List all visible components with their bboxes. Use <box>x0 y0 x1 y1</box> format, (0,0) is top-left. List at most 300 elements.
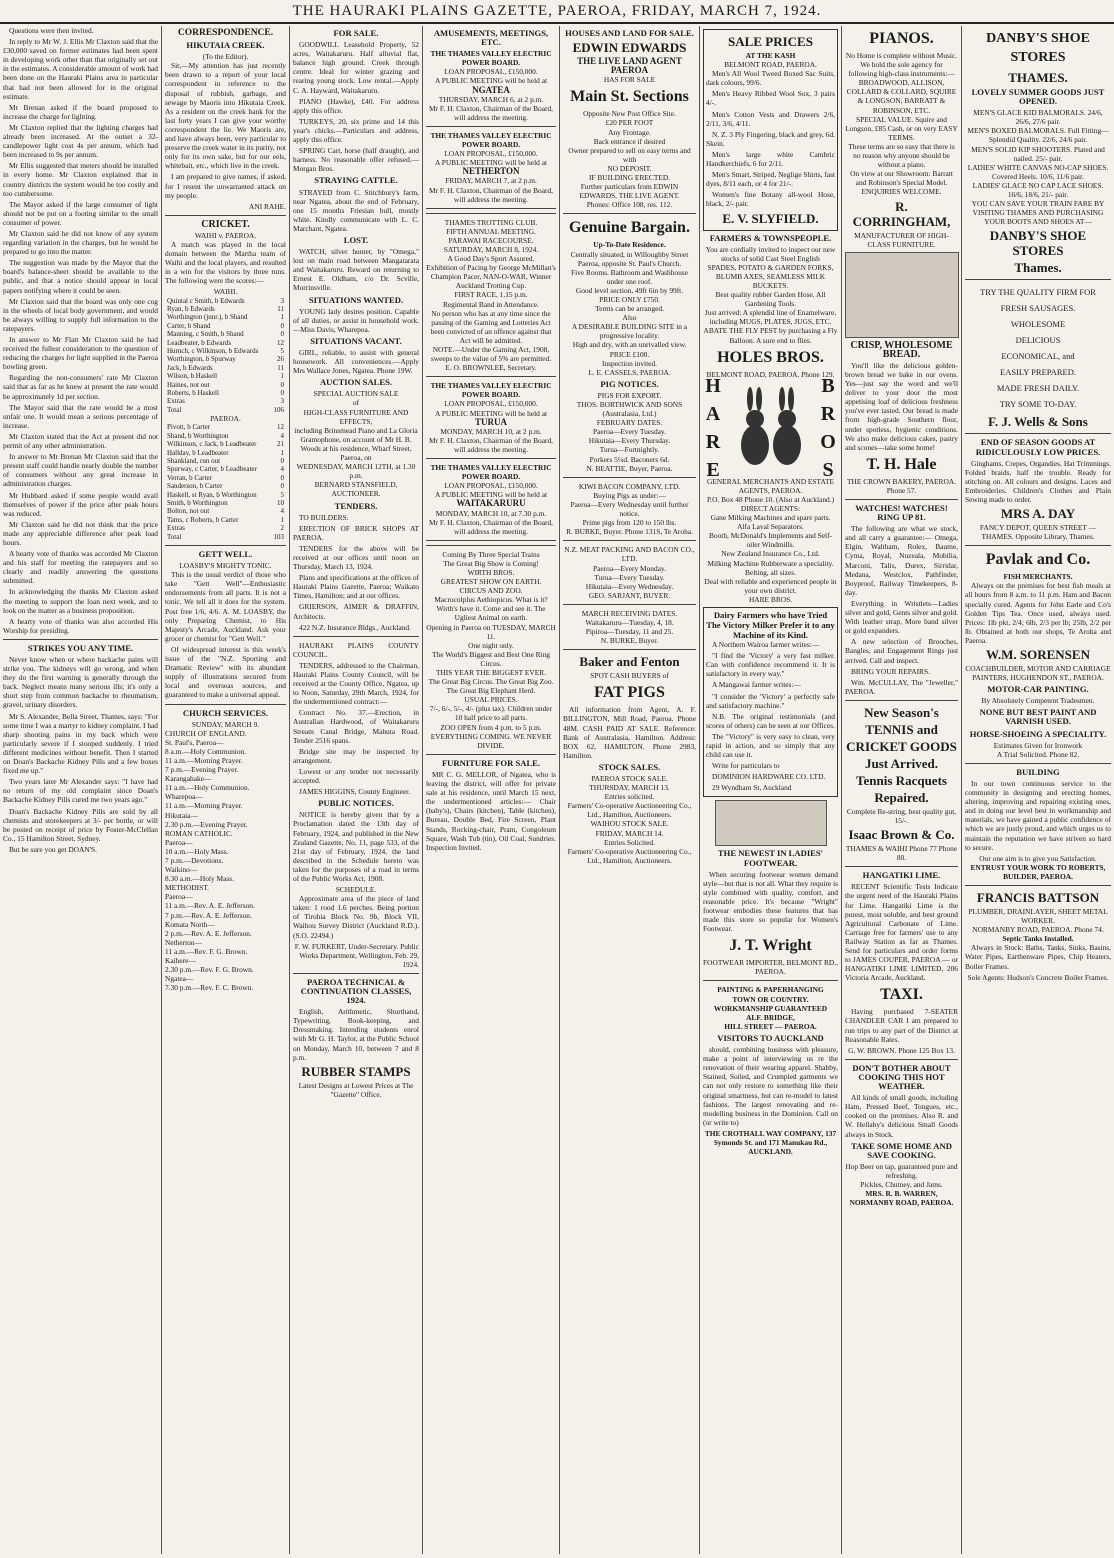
meeting-line: MONDAY, MARCH 10, at 7.30 p.m. <box>435 508 547 518</box>
bros-letter: B <box>821 374 835 397</box>
baker-fenton-heading: Baker and Fenton <box>579 654 680 670</box>
church-line: 7 p.m.—Rev. A. E. Jefferson. <box>165 910 252 920</box>
meeting-line: TURUA <box>474 416 507 427</box>
victory-line: "I consider the 'Victory' a perfectly safe and satisfactory machine." <box>706 691 835 710</box>
hare-line: HARE BROS. <box>748 594 793 604</box>
batsman-cell: Hallday, b Leadbeater <box>167 448 229 457</box>
edwards-line: Owner prepared to sell on easy terms and with <box>568 145 691 164</box>
visitors-body: should, combining business with pleasure, make a point of interviewing us re the renovation of their wearing apparel. Shabby, Stained, Soiled, and Crumpled garments we can not only restore to something like their original smartness, but can re-model to latest fashions. The largest renovating and re-modelling business in the Dominion. Call on (or write to) <box>703 1045 838 1127</box>
auction-line: including Brinsmead Piano and La Gloria Gramophone, on account of Mr H. B. Woods at his residence, Wharf Street, Paeroa, on <box>294 425 418 463</box>
runs-cell: 4 <box>280 465 284 474</box>
batsman-cell: Total <box>167 532 182 541</box>
county-tender-line: TENDERS, addressed to the Chairman, Hauraki Plains County Council, will be received at the County Office, Ngatea, up to Noon, Saturday, 29th March, 1924, for the undermentioned contract:— <box>293 660 419 707</box>
batsman-cell: Sanderson, b Carter <box>167 482 223 491</box>
column-1 <box>0 26 162 1554</box>
wanted-notice: YOUNG lady desires position. Capable of all duties, or assist in household work.—Miss Davis, Wharepoa. <box>293 306 419 334</box>
stock-line: Entries solicited. <box>604 792 655 802</box>
corringham-heading: R. CORRINGHAM, <box>852 198 951 229</box>
batsman-cell: Shand, b Worthington <box>167 431 229 440</box>
schedule-text: Approximate area of the piece of land taken: 1 rood 1.6 perches. Being portion of Tirohia Block No. 9b, Block VII, Waihou Survey District (Auckland R.D.). (S.O. 22494.) <box>293 894 419 940</box>
county-tender-line: Lowest or any tender not necessarily accepted. <box>293 766 419 786</box>
batsman-cell: Leadbeater, b Edwards <box>167 338 232 347</box>
meeting-line: NETHERTON <box>462 166 520 177</box>
runs-cell: 0 <box>280 482 284 491</box>
divider <box>165 704 286 705</box>
slyfield-signature: E. V. SLYFIELD. <box>722 210 819 226</box>
pig-line: PIGS FOR EXPORT. <box>597 390 662 400</box>
score-row <box>165 440 286 448</box>
baker-fenton-body: All information from Agent, A. F. BILLINGTON, Mill Road, Paeroa. Phone 48M. CASH PAID AT SALE. Reference: Bank of Australasia, Hamilton. Address: BOX 62, HAMILTON. Phone 2983, Hamilton. <box>563 705 696 760</box>
score-row <box>165 533 286 541</box>
victory-body <box>706 640 835 792</box>
church-line: CHURCH OF ENGLAND. <box>165 728 247 738</box>
holes-bros: HOLES BROS. <box>717 348 824 366</box>
column-3 <box>290 26 423 1554</box>
technical-classes-text: English, Arithmetic, Shorthand, Typewriting, Book-keeping, and Dressmaking. Intending students enrol with Mr G. H. Taylor, at the Public School on Monday, March 10, between 7 and 8 p.m. <box>293 1007 419 1062</box>
meeting-line: LOAN PROPOSAL, £150,000. <box>444 149 538 159</box>
divider <box>563 604 696 605</box>
score-row <box>165 457 286 465</box>
runs-cell: 11 <box>277 304 284 313</box>
hare-letter: E <box>706 458 720 481</box>
batsman-cell: Shankland, run out <box>167 456 221 465</box>
church-line: Paeroa— <box>165 892 193 902</box>
wanted-heading: SITUATIONS WANTED. <box>308 294 404 305</box>
vacant-notice: GIRL, reliable, to assist with general housework. All conveniences.—Apply Mrs Wallace Jones, Ngatea. Phone 19W. <box>293 348 419 376</box>
bread-heading: CRISP, WHOLESOME BREAD. <box>850 339 953 360</box>
divider <box>965 763 1111 764</box>
painting-line: ALF. BRIDGE, <box>746 1012 795 1022</box>
hare-line: Booth, McDonald's Implements and Self-oiler Windmills. <box>708 531 833 550</box>
runs-cell: 1 <box>280 372 284 381</box>
sausage-line: TRY SOME TO-DAY. <box>999 399 1077 410</box>
sale-item: Men's Smart, Striped, Neglige Shirts, fast dyes, 8/11 each, or 4 for 21/-. <box>706 170 835 189</box>
circus-line: WIRTH BROS. <box>467 567 515 577</box>
batsman-cell: Carter, b Shand <box>167 321 211 330</box>
divider <box>426 754 556 755</box>
church-line: 7.30 p.m.—Rev. F. C. Brown. <box>165 983 254 993</box>
stock-line: Farmers' Co-operative Auctioneering Co., Ltd., Hamilton, Auctioneers. <box>567 846 692 865</box>
season-body: Ginghams, Crepes, Organdies. Hat Trimmings. Folded braids, half the trouble. Ready for stitching on. All colours and designs. Laces and Embroideries. Children's Clothes and Plain Sewing made to order. <box>965 458 1111 504</box>
piano-line: ENQUIRIES WELCOME. <box>861 187 942 197</box>
visitors-heading: VISITORS TO AUCKLAND <box>717 1032 824 1043</box>
danby-heading: DANBY'S SHOE STORES <box>986 31 1090 65</box>
entrust-line: ENTRUST YOUR WORK TO ROBERTS, BUILDER, PAEROA. <box>970 862 1106 881</box>
church-line: Netherton— <box>165 937 202 947</box>
pavlak-sub: FISH MERCHANTS. <box>1003 572 1073 582</box>
church-line: St. Paul's, Paeroa— <box>165 737 224 747</box>
score-row <box>165 499 286 507</box>
hare-letter: H <box>705 374 721 397</box>
meeting-line: Mr F. H. Claxton, Chairman of the Board, will address the meeting. <box>428 185 553 204</box>
batsman-cell: Spurway, c Carter, b Leadbeater <box>167 465 257 474</box>
report-paragraph: Mr Hubbard asked if some people would avail themselves of power if the price after peak hours was reduced. <box>3 490 158 518</box>
hare-line: Deal with reliable and experienced people in your own district. <box>704 576 837 595</box>
circus-line: The World's Biggest and Best One Ring Circus. <box>431 649 551 668</box>
meeting-line: MONDAY, MARCH 10, at 2 p.m. <box>440 426 542 436</box>
gett-subheading: LOASBY'S MIGHTY TONIC. <box>179 561 272 571</box>
batsman-cell: Smith, b Worthington <box>167 498 228 507</box>
tender-line: GRIERSON, AIMER & DRAFFIN, Architects. <box>293 602 419 621</box>
painting-line: WORKMANSHIP GUARANTEED <box>713 1003 828 1013</box>
stock-line: WAIHOU STOCK SALE. <box>590 819 669 829</box>
score-row <box>165 491 286 499</box>
classified-ad: SPRING Cart, horse (half draught), and harness. No reasonable offer refused.—Morgan Bros. <box>293 146 419 174</box>
divider <box>845 499 958 500</box>
danby-thames: THAMES. <box>1008 70 1068 85</box>
sausage-line: DELICIOUS <box>1015 335 1061 346</box>
tender-line: 422 N.Z. Insurance Bldgs., Auckland. <box>299 622 411 632</box>
fat-pigs: FAT PIGS <box>594 684 665 702</box>
report-paragraph: The Mayor said that the rate would be a most unfair one. It would mean a serious percentage of increase. <box>3 402 158 430</box>
score-row <box>165 381 286 389</box>
report-paragraph: Mr Claxton said that the board was only one cog in the wheels of local body government, and would be always willing to supply full information to the ratepayers. <box>3 296 158 333</box>
bros-letter: S <box>822 458 834 481</box>
runs-cell: 12 <box>277 338 284 347</box>
divider <box>426 126 556 127</box>
trotting-line: FIFTH ANNUAL MEETING. <box>446 226 536 236</box>
victory-line: A Northern Wairoa farmer writes:— <box>712 640 820 650</box>
bread-body: You'll like the delicious golden-brown bread we bake in our ovens. Yes—just say the word and we'll deliver to your door the most appetising loaf of delicious freshness you've ever tasted. Our bread is made from high-grade Southern flour, under spotless, hygienic conditions. We also make delicious cakes, pastry and scones—take some home! <box>845 360 958 452</box>
score-row <box>165 432 286 440</box>
batsman-cell: Extras <box>167 397 185 406</box>
pig-line: THOS. BORTHWICK AND SONS (Australasia, Ltd.) <box>576 400 683 419</box>
runs-cell: 26 <box>277 355 284 364</box>
tenders-heading: TENDERS. <box>334 500 378 511</box>
stock-line: Farmers' Co-operative Auctioneering Co., Ltd., Hamilton, Auctioneers. <box>567 801 692 820</box>
victory-line: A Mangawai farmer writes:— <box>712 680 801 690</box>
divider <box>293 636 419 637</box>
pickles: Pickles, Chutney, and Jams. <box>860 1179 943 1189</box>
kiwi-line: Prime pigs from 120 to 150 lbs. <box>582 518 677 528</box>
trotting-line: Regimental Band in Attendance. <box>442 299 540 309</box>
stray-notice: STRAYED from C. Stitchbury's farm, near Ngatea, about the end of February, one 15 months Friesian bull, mostly white. Kindly communicate with L. C. Marchant, Ngatea. <box>293 187 419 233</box>
sporting-review-notice: Of widespread interest is this week's issue of the "N.Z. Sporting and Dramatic Review" with its abundant supply of illustrations secured from local and overseas sources, and guaranteed to make a universal appeal. <box>165 644 286 700</box>
meeting-line: FRIDAY, MARCH 7, at 2 p.m. <box>445 176 537 186</box>
letter-paragraph: Sir,—My attention has just recently been drawn to a report of your local correspondent in reference to the disposal of rubbish, garbage, and sewage by Maoris into Hikutaia Creek. As a resident on the creek bank for the last forty years I can give your worthy correspondent the lie. We Maoris are, and have always been, very particular to preserve the creek water in its purity, not only for its own sake, but for our eels, whitebait, etc., which live in the creek. <box>165 61 286 171</box>
divider <box>703 980 838 981</box>
score-row <box>165 364 286 372</box>
farmers-line: ABATE THE FLY PEST by purchasing a Fly Balloon. A sure end to flies. <box>703 326 838 345</box>
watch-line: A new selection of Brooches, Bangles, and Engagement Rings just arrived. Call and inspect. <box>845 637 958 665</box>
sausage-line: EASILY PREPARED. <box>1000 367 1076 378</box>
victory-line: "I find the 'Victory' a very fast milker. Can with confidence recommend it. It is satisfactory in every way." <box>706 651 835 679</box>
footwear-heading: THE NEWEST IN LADIES' FOOTWEAR. <box>717 848 824 868</box>
meeting-line: A PUBLIC MEETING will be held at <box>434 158 548 168</box>
runs-cell: 0 <box>280 321 284 330</box>
pavlak-heading: Pavlak and Co. <box>985 551 1091 569</box>
watch-line: The following are what we stock, and all carry a guarantee:— Omega, Elgin, Waltham, Rolex, Baume, Cyma, Royal, Nuzeala, Mobilia, Marconi, Talis, Durex, Sirridar, Medana, Westclox, Pathfinder, Boyproof, Railway Timekeepers, 8-day. <box>845 524 958 597</box>
technical-classes-heading: PAEROA TECHNICAL & CONTINUATION CLASSES, 1924. <box>300 976 412 1006</box>
county-tender-line: JAMES HIGGINS, County Engineer. <box>299 787 411 797</box>
circus-line: GREATEST SHOW ON EARTH. <box>440 577 542 587</box>
circus-line: EVERYTHING COMING. WE NEVER DIVIDE. <box>430 731 552 750</box>
tennis-line-7: Complete Re-string, best quality gut, 15/-. <box>846 806 957 825</box>
church-line: 8 a.m.—Holy Communion. <box>165 746 247 756</box>
hare-letters-right <box>818 372 838 484</box>
march-line: N. BURKE, Buyer. <box>600 636 659 646</box>
edwards-line: IF BUILDING ERECTED. <box>588 173 671 183</box>
sale-prices-title: SALE PRICES <box>728 34 813 49</box>
runs-cell: 10 <box>277 498 284 507</box>
holes-address: BELMONT ROAD, PAEROA. Phone 129. <box>706 369 835 379</box>
brick-shops-tender <box>293 513 419 632</box>
schedule-heading: SCHEDULE. <box>335 885 377 895</box>
batsman-cell: Manning, c Smith, b Shand <box>167 330 244 339</box>
batsman-cell: Worthington (junr.), b Shand <box>167 313 248 322</box>
power-board-meetings-2 <box>426 381 556 541</box>
score-row <box>165 330 286 338</box>
tennis-line-4: Just Arrived. <box>865 755 938 771</box>
score-row <box>165 516 286 524</box>
bargain-line: A DESIRABLE BUILDING SITE in a progressive locality. <box>571 322 688 341</box>
building-heading: BUILDING <box>1016 766 1060 777</box>
rubber-stamps-heading: RUBBER STAMPS <box>301 1063 411 1079</box>
batsman-cell: Wilson, b Haskell <box>167 372 218 381</box>
taxi-heading: TAXI. <box>880 986 923 1004</box>
victory-heading: Dairy Farmers who have Tried The Victory Milker Prefer it to any Machine of its Kind. <box>706 610 835 641</box>
pig-line: Paeroa—Every Tuesday. <box>592 427 666 437</box>
advert-paragraph: Two years later Mr Alexander says: "I have had no return of my old complaint since Doan's Backache Kidney Pills cured me two years ago." <box>3 777 158 805</box>
bargain-line: Also <box>622 313 637 323</box>
pig-line: Turua—Fortnightly. <box>599 445 660 455</box>
painting-line: TOWN OR COUNTRY. <box>732 994 809 1004</box>
score-row <box>165 322 286 330</box>
stray-heading: STRAYING CATTLE. <box>314 175 398 186</box>
creek-heading: HIKUTAIA CREEK. <box>186 40 265 51</box>
trotting-line: NOTE.—Under the Gaming Act, 1908, sweeps to the value of 5% are permitted. <box>430 345 552 364</box>
footwear-body: When securing footwear women demand style—but that is not all. What they require is style combined with quality, comfort, and reasonable price. It's because "Wright" footwear embodies these features that has made this store so popular for Women's Footwear. <box>703 869 838 934</box>
runs-cell: 21 <box>277 440 284 449</box>
church-line: 2.30 p.m.—Rev. F. G. Brown. <box>165 965 254 975</box>
circus-line: Coming By Three Special Trains <box>442 549 540 559</box>
for-sale-heading: FOR SALE. <box>333 28 379 38</box>
edwards-line: Back entrance if desired <box>593 136 666 146</box>
motor-sub: By Absolutely Competent Tradesmen. <box>981 696 1095 706</box>
bread-illustration <box>845 252 959 338</box>
waihi-scores <box>165 297 286 415</box>
divider <box>563 477 696 478</box>
nzmeat-line: Paeroa—Every Monday. <box>593 563 666 573</box>
county-tender-line: Contract No. 37.—Erection, in Australian Hardwood, of Waitakaruru Stream Canal Bridge, Mahuta Road. Tender 2516 spans. <box>293 708 419 745</box>
divider <box>965 885 1111 886</box>
sausage-line: MADE FRESH DAILY. <box>996 383 1080 394</box>
report-paragraph: In answer to Mr Brenan Mr Claxton said that the present staff could handle nearly double the number of consumers without any great increase in administration charges. <box>3 452 158 489</box>
bargain-body <box>563 250 696 377</box>
piano-line: These terms are so easy that there is no reason why anyone should be without a piano. <box>848 141 955 170</box>
nzmeat-line: GEO. SARJANT, BUYER. <box>588 590 671 600</box>
church-line: 7 p.m.—Evening Prayer. <box>165 765 239 775</box>
report-paragraph: In reply to Mr W. J. Ellis Mr Claxton said that the £30,000 saved on former estimates had been spent in developing work other than that originally set out in the estimates. A considerable amount of work had been done on the Hauraki Plains area in particular that had not been allowed for in the original estimate. <box>3 37 158 101</box>
auction-advert <box>293 389 419 498</box>
report-paragraph: Questions were then invited. <box>9 26 94 35</box>
meeting-line: Mr F. H. Claxton, Chairman of the Board, will address the meeting. <box>428 103 553 122</box>
bargain-line: Five Rooms. Bathroom and Washhouse under one roof. <box>571 267 688 286</box>
classified-ad: TURKEYS, 20, six prime and 14 this year's chicks.—Particulars and address, apply this office. <box>293 116 419 145</box>
sale-prices-box <box>703 29 838 231</box>
edwards-line: Phones: Office 108, res. 112. <box>586 200 673 210</box>
divider <box>426 208 556 209</box>
church-line: 2 p.m.—Rev. A. E. Jefferson. <box>165 928 252 938</box>
church-line: 11 a.m.—Rev. F. G. Brown. <box>165 946 248 956</box>
circus-line: THIS YEAR THE BIGGEST EVER. <box>435 668 547 677</box>
score-row <box>165 423 286 431</box>
runs-cell: 3 <box>280 397 284 406</box>
divider <box>563 649 696 650</box>
painting-advert <box>703 985 838 1030</box>
tennis-line-2: TENNIS and <box>865 721 938 737</box>
score-row <box>165 507 286 515</box>
isaac-brown-sub: THAMES & WAIHI Phone 77 Phone 80. <box>845 844 958 863</box>
report-paragraph: Mr Claxton stated that the Act at present did not permit of any other administration. <box>3 431 158 451</box>
sausage-line: ECONOMICAL, and <box>1001 351 1075 362</box>
edwards-line: Opposite New Post Office Site. <box>583 109 676 119</box>
score-row <box>165 297 286 305</box>
divider <box>845 866 958 867</box>
farmers-advert <box>703 245 838 345</box>
church-line: Ngatea— <box>165 974 194 984</box>
runs-cell: 5 <box>280 346 284 355</box>
battson-sub: PLUMBER, DRAINLAYER, SHEET METAL WORKER. <box>968 906 1108 926</box>
divider <box>845 700 958 701</box>
victory-line: DOMINION HARDWARE CO. LTD. <box>712 772 826 782</box>
sale-item: Women's fine Botany all-wool Hose, black, 2/- pair. <box>706 190 835 209</box>
divider <box>426 376 556 377</box>
trotting-line: THAMES TROTTING CLUB. <box>444 217 538 227</box>
furniture-heading: FURNITURE FOR SALE. <box>441 757 541 768</box>
report-paragraph: In acknowledging the thanks Mr Claxton asked the meeting to support the loan next week, and to look on the matter as a business proposition. <box>3 587 158 615</box>
church-line: Kaihere— <box>165 956 196 966</box>
tender-line: Plans and specifications at the offices of Hauraki Plains Gazette, Paeroa; Waikato Times, Hamilton; and at our offices. <box>293 573 419 601</box>
bargain-line: PRICE £100. <box>609 349 650 359</box>
waihi-heading: WAIHI. <box>213 287 238 297</box>
hare-letter: R <box>705 430 721 453</box>
tennis-line-1: New Season's <box>864 704 939 720</box>
report-paragraph: Mr Claxton said he did not think that the price made any appreciable difference after peak load hours. <box>3 519 158 547</box>
train-fare: YOU CAN SAVE YOUR TRAIN FARE BY VISITING THAMES AND PURCHASING YOUR BOOTS AND SHOES AT— <box>971 199 1105 227</box>
hare-letter: A <box>705 402 721 425</box>
batsman-cell: Bolton, not out <box>167 507 210 516</box>
sole-agents: Sole Agents: Hudson's Concrete Boiler Frames. <box>967 972 1109 982</box>
score-row <box>165 474 286 482</box>
masthead: THE HAURAKI PLAINS GAZETTE, PAEROA, FRIDAY, MARCH 7, 1924. <box>0 0 1114 24</box>
bros-letter: R <box>820 402 836 425</box>
hale-sub: THE CROWN BAKERY, PAEROA. Phone 57. <box>846 476 957 495</box>
report-paragraph: The Mayor asked if the large consumer of light should not be put on a footing similar to the small consumer of power. <box>3 199 158 227</box>
victory-line: N.B. The original testimonials (and scores of others) can be seen at our Offices. <box>706 711 835 730</box>
battson-heading: FRANCIS BATTSON <box>976 889 1100 905</box>
runs-cell: 2 <box>280 524 284 533</box>
classified-ad: GOODWILL Leasehold Property, 52 acres, Waitakaruru. Half alluvial flat, balance high ground. Creek through centre. Ideal for winter grazing and rearing young stock. Low rental.—Apply C. A. Hayward, Waitakaruru. <box>293 40 419 95</box>
county-tender-line: HAURAKI PLAINS COUNTY COUNCIL. <box>293 640 419 659</box>
hare-line: Alfa Laval Separators. <box>737 522 804 532</box>
meeting-line: LOAN PROPOSAL, £150,000. <box>444 481 538 491</box>
circus-line: The Great Big Show is Coming! <box>443 558 539 568</box>
church-services-list <box>165 729 286 993</box>
farmers-line: You are cordially invited to inspect our new stocks of solid Cast Steel English <box>705 244 836 263</box>
motor-painting: MOTOR-CAR PAINTING. <box>987 684 1089 695</box>
power-board-meetings <box>426 49 556 209</box>
farmers-line: Just arrived: A splendid line of Enamelware, including MUGS, PLATES, JUGS, ETC. <box>704 308 837 327</box>
meeting-line: WAITAKARURU <box>456 498 526 509</box>
meeting-line: THE THAMES VALLEY ELECTRIC POWER BOARD. <box>430 463 552 482</box>
kiwi-line: KIWI BACON COMPANY, LTD. <box>578 481 681 491</box>
circus-line: Macrocolplus Aethiopicus. What is it? Wirth's have it. Come and see it. The Ugliest Animal on earth. <box>434 595 548 623</box>
edwards-subtitle: THE LIVE LAND AGENT PAEROA <box>577 56 682 76</box>
church-line: 10 a.m.—Holy Mass. <box>165 846 229 856</box>
divider <box>563 213 696 214</box>
auction-line: HIGH-CLASS FURNITURE AND EFFECTS, <box>303 407 409 426</box>
hot-weather-body: All kinds of small goods, including Ham, Pressed Beef, Tongues, etc., cooked on the premises. Also R. and W. Hellaby's delicious Small Goods always in Stock. <box>845 1093 958 1139</box>
trotting-line: SATURDAY, MARCH 8, 1924. <box>443 244 539 254</box>
report-paragraph: The suggestion was made by the Mayor that the board's balance-sheet should be available to the public, and that a notice should appear in local papers notifying where it could be seen. <box>3 258 158 295</box>
advert-paragraph: Doan's Backache Kidney Pills are sold by all chemists and storekeepers at 3/- per bottle, or will be posted on receipt of price by Foster-McClellan Co., 15 Hamilton Street, Sydney. <box>3 806 158 843</box>
edwards-line: £20 PER FOOT <box>605 118 654 128</box>
shoe-line: LADIES' WHITE CANVAS NO-CAP SHOES. Covered Heels. 10/6, 11/6 pair. <box>967 162 1109 181</box>
score-row <box>165 406 286 414</box>
sausage-advert <box>965 284 1111 412</box>
victory-line: 29 Wyndham St, Auckland <box>712 783 792 793</box>
circus-line: 7/-, 6/-, 5/-, 4/- (plus tax). Children under 10 half price to all parts. <box>429 704 553 723</box>
for-sale-classifieds <box>293 40 419 173</box>
taxi-signature: G. W. BROWN. Phone 125 Box 13. <box>848 1045 955 1055</box>
tennis-line-5: Tennis Racquets <box>856 772 947 788</box>
shoe-prices <box>965 108 1111 199</box>
column-8 <box>962 26 1114 1554</box>
isaac-brown: Isaac Brown & Co. <box>848 827 955 843</box>
divider <box>965 279 1111 280</box>
baker-fenton-subtitle: SPOT CASH BUYERS of <box>590 671 669 681</box>
varnish: NONE BUT BEST PAINT AND VARNISH USED. <box>979 707 1097 727</box>
stock-list: Always in Stock: Baths, Tanks, Sinks, Basins, Water Pipes, Earthenware Pipes, Chip Heaters, Boiler Frames. <box>965 943 1111 971</box>
nzmeat-line: Hikutaia—Every Wednesday. <box>585 581 674 591</box>
batsman-cell: Worthington, b Spurway <box>167 355 236 364</box>
runs-cell: 11 <box>277 363 284 372</box>
meeting-line: A PUBLIC MEETING will be held at <box>434 490 548 500</box>
building-body: In our town continuous service to the community in designing and erecting homes, altering, improving and repairing existing ones, and in doing our level best in workmanship and materials, we have gained a public confidence of which we are justly proud, and which urges us to maintain the reputation we have striven so hard to secure. <box>965 778 1111 852</box>
bargain-line: PRICE ONLY £750. <box>599 294 660 304</box>
church-line: 11 a.m.—Morning Prayer. <box>165 801 243 811</box>
church-line: ROMAN CATHOLIC. <box>165 828 233 838</box>
piano-line: We hold the sole agency for following high-class instruments:— BROADWOOD, ALLISON, COLLARD & COLLARD, SQUIRE & LONGSON, BARRATT & ROBINSON, ETC. <box>846 60 957 115</box>
batsman-cell: Jack, b Edwards <box>167 363 213 372</box>
tennis-line-3: CRICKET GOODS <box>846 738 957 754</box>
sausage-line: FRESH SAUSAGES. <box>1000 303 1076 314</box>
bargain-line: Terms can be arranged. <box>595 304 664 314</box>
pig-line: N. BEATTIE, Buyer, Paeroa. <box>586 463 673 473</box>
septic-tanks: Septic Tanks Installed. <box>1002 934 1074 944</box>
classified-ad: PIANO (Hawke), £40. For address apply this office. <box>293 96 419 115</box>
cricket-intro: A match was played in the local domain between the Martha team of Waihi and the local players, and resulted in a win for the visitors by three runs. The following were the scores:— <box>165 239 286 286</box>
batsman-cell: Hurnch, c Wilkinson, b Edwards <box>167 346 259 355</box>
sale-item: Men's large white Cambric Handkerchiefs, 6 for 2/11. <box>706 149 835 169</box>
trotting-line: Exhibition of Pacing by George McMillan's Champion Pacer, NAN-O-WAR, Winner Auckland Trotting Cup. <box>426 263 556 291</box>
score-row <box>165 389 286 397</box>
church-line: Waikino— <box>165 865 198 875</box>
edwards-line: Further particulars from EDWIN EDWARDS, THE LIVE AGENT. <box>579 182 680 201</box>
amusements-heading: AMUSEMENTS, MEETINGS, ETC. <box>433 28 549 48</box>
genuine-bargain: Genuine Bargain. <box>569 219 690 237</box>
score-row <box>165 355 286 363</box>
report-paragraph: In answer to Mr Flatt Mr Claxton said he had received the fullest consideration to the question of reducing the charges for light supplied in the Paeroa bowling green. <box>3 335 158 372</box>
road-proclamation: NOTICE is hereby given that by a Proclamation dated the 13th day of February, 1924, and published in the New Zealand Gazette, No. 11, page 533, of the 21st day of February, 1924, the land described in the Schedule hereto was taken for the purposes of a road in terms of the Public Works Act, 1908. <box>293 810 419 883</box>
score-row <box>165 397 286 405</box>
stock-sales-body <box>563 774 696 865</box>
auction-line: BERNARD STANSFIELD, AUCTIONEER. <box>314 480 398 499</box>
victory-line: The "Victory" is very easy to clean, very rapid in action, and so simply that any child can use it. <box>706 731 835 760</box>
church-line: METHODIST. <box>165 883 209 893</box>
batsman-cell: Ryan, b Edwards <box>167 304 215 313</box>
